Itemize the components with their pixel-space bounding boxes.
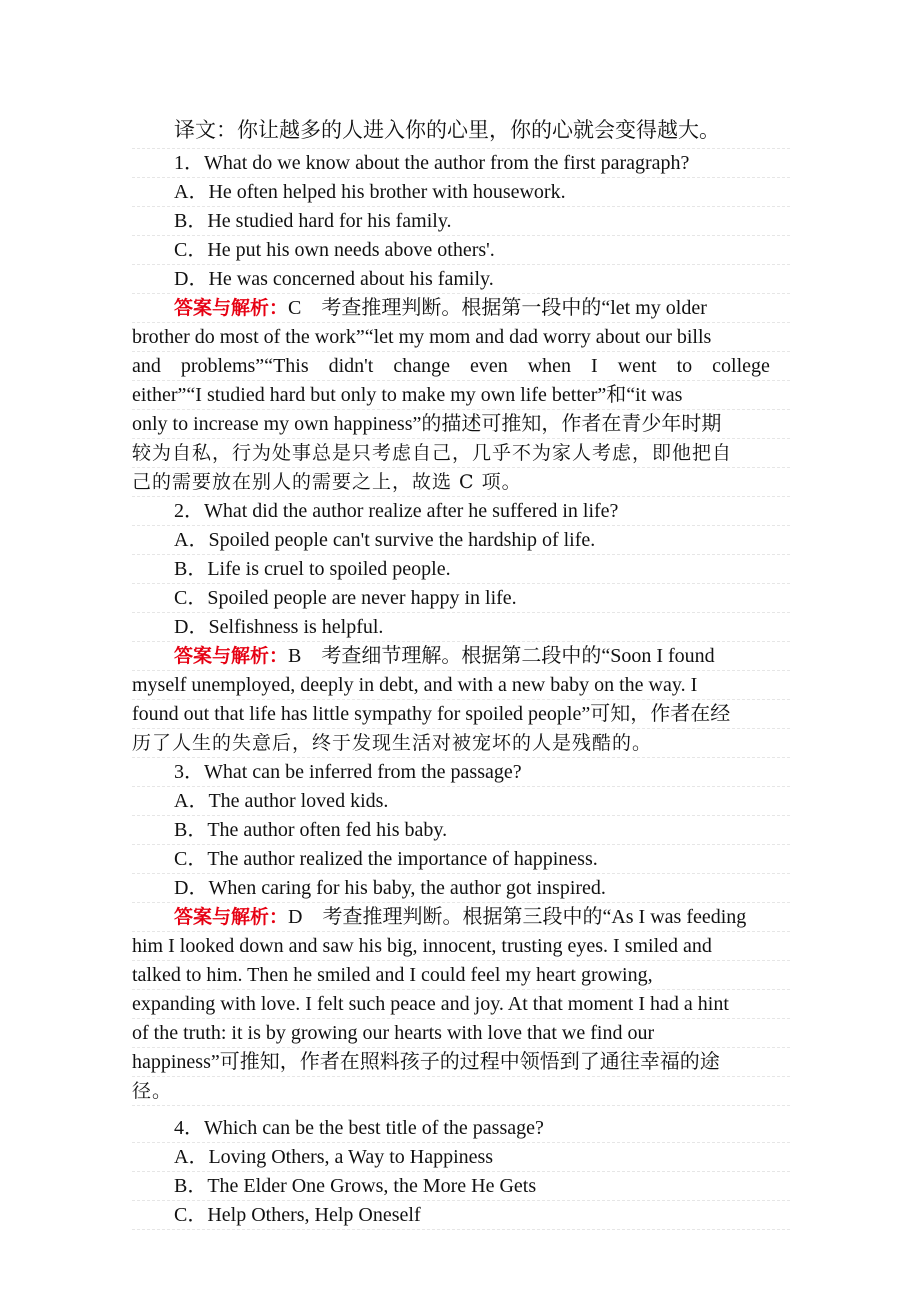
- q3-answer-line-1: [132, 903, 790, 932]
- q1-answer-line-5: only to increase my own happiness”的描述可推知，作者在青少年时期: [132, 410, 790, 439]
- q2-option-c: C．Spoiled people are never happy in life.: [132, 584, 790, 613]
- answer-text: B 考查细节理解。根据第二段中的“Soon I found: [288, 645, 715, 667]
- q2-answer: [132, 642, 790, 758]
- answer-text: C 考查推理判断。根据第一段中的“let my older: [288, 297, 707, 319]
- document-page: [132, 112, 790, 1230]
- q3-option-c: C．The author realized the importance of happiness.: [132, 845, 790, 874]
- q4-option-b: B．The Elder One Grows, the More He Gets: [132, 1172, 790, 1201]
- q1-option-a: A．He often helped his brother with housework.: [132, 178, 790, 207]
- q4-option-a: A．Loving Others, a Way to Happiness: [132, 1143, 790, 1172]
- q3-answer: [132, 903, 790, 1106]
- q1-answer-line-6: 较为自私，行为处事总是只考虑自己，几乎不为家人考虑，即他把自: [132, 439, 790, 468]
- question-2: 2．What did the author realize after he suffered in life?: [132, 497, 790, 526]
- q3-option-b: B．The author often fed his baby.: [132, 816, 790, 845]
- q2-option-a: A．Spoiled people can't survive the hardship of life.: [132, 526, 790, 555]
- q3-answer-line-2: him I looked down and saw his big, innocent, trusting eyes. I smiled and: [132, 932, 790, 961]
- q2-answer-line-1: [132, 642, 790, 671]
- q1-option-b: B．He studied hard for his family.: [132, 207, 790, 236]
- q1-answer: [132, 294, 790, 497]
- q3-answer-line-3: talked to him. Then he smiled and I could feel my heart growing,: [132, 961, 790, 990]
- answer-label: 答案与解析：: [174, 297, 289, 319]
- q1-answer-line-7: 己的需要放在别人的需要之上，故选 C 项。: [132, 468, 790, 497]
- q1-answer-line-1: [132, 294, 790, 323]
- q2-option-d: D．Selfishness is helpful.: [132, 613, 790, 642]
- question-4: 4．Which can be the best title of the passage?: [132, 1114, 790, 1143]
- q3-answer-line-7: 径。: [132, 1077, 790, 1106]
- translation-line: 译文：你让越多的人进入你的心里，你的心就会变得越大。: [132, 112, 790, 149]
- question-3: 3．What can be inferred from the passage?: [132, 758, 790, 787]
- answer-label: 答案与解析：: [174, 906, 289, 928]
- q3-option-a: A．The author loved kids.: [132, 787, 790, 816]
- q1-answer-line-4: either”“I studied hard but only to make my own life better”和“it was: [132, 381, 790, 410]
- q3-answer-line-5: of the truth: it is by growing our hearts with love that we find our: [132, 1019, 790, 1048]
- q2-option-b: B．Life is cruel to spoiled people.: [132, 555, 790, 584]
- q3-option-d: D．When caring for his baby, the author got inspired.: [132, 874, 790, 903]
- question-1: 1．What do we know about the author from the first paragraph?: [132, 149, 790, 178]
- q1-answer-line-2: brother do most of the work”“let my mom and dad worry about our bills: [132, 323, 790, 352]
- answer-label: 答案与解析：: [174, 645, 289, 667]
- q1-answer-line-3: and problems”“This didn't change even when I went to college: [132, 352, 790, 381]
- q3-answer-line-6: happiness”可推知，作者在照料孩子的过程中领悟到了通往幸福的途: [132, 1048, 790, 1077]
- q2-answer-line-2: myself unemployed, deeply in debt, and with a new baby on the way. I: [132, 671, 790, 700]
- q2-answer-line-4: 历了人生的失意后，终于发现生活对被宠坏的人是残酷的。: [132, 729, 790, 758]
- q4-option-c: C．Help Others, Help Oneself: [132, 1201, 790, 1230]
- q2-answer-line-3: found out that life has little sympathy for spoiled people”可知，作者在经: [132, 700, 790, 729]
- answer-text: D 考查推理判断。根据第三段中的“As I was feeding: [288, 906, 747, 928]
- q3-answer-line-4: expanding with love. I felt such peace and joy. At that moment I had a hint: [132, 990, 790, 1019]
- q1-option-d: D．He was concerned about his family.: [132, 265, 790, 294]
- q1-option-c: C．He put his own needs above others'.: [132, 236, 790, 265]
